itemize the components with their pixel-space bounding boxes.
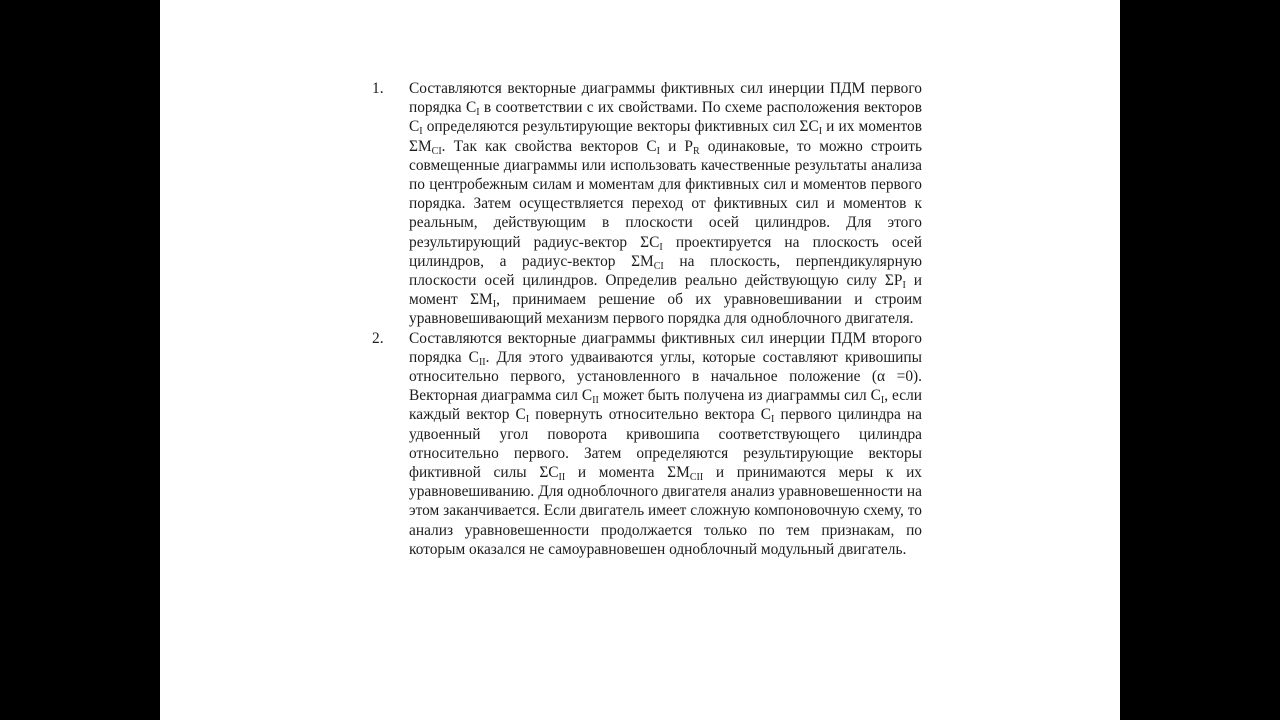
list-number: 2. [372, 329, 384, 347]
paragraph-text: Составляются векторные диаграммы фиктивных сил инерции ПДМ первого порядка $С_I$ в соответствии с их свойствами. По схеме расположения векторов $С_I$ определяются результирующие векторы фиктивных сил $\Sigma С_I$ и их моментов $\Sigma М_{CI}$. Так как свойства векторов $С_I$ и $Р_R$ одинаковые, то можно строить совмещенные диаграммы или использовать качественные результаты анализа по центробежным силам и моментам для фиктивных сил и моментов первого порядка. Затем осуществляется переход от фиктивных сил и моментов к реальным, действующим в плоскости осей цилиндров. Для этого результирующий радиус-вектор $\Sigma С_I$ проектируется на плоскость осей цилиндров, а радиус-вектор $\Sigma М_{CI}$ на плоскость, перпендикулярную плоскости осей цилиндров. Определив реально действующую силу $\Sigma Р_I$ и момент $\Sigma М_I$, принимаем решение об их уравновешивании и строим уравновешивающий механизм первого порядка для одноблочного двигателя. [409, 80, 923, 328]
list-number: 1. [372, 80, 384, 97]
list-item [372, 329, 922, 559]
list-item [372, 79, 922, 329]
paragraph-text: Составляются векторные диаграммы фиктивных сил инерции ПДМ второго порядка $С_{II}$. Для этого удваиваются углы, которые составляют кривошипы относительно первого, установленного в начальное положение (α =0). Векторная диаграмма сил $С_{II}$ может быть получена из диаграммы сил $С_I$, если каждый вектор $С_I$ повернуть относительно вектора $С_I$ первого цилиндра на удвоенный угол поворота кривошипа соответствующего цилиндра относительно первого. Затем определяются результирующие векторы фиктивной силы $\Sigma С_{II}$ и момента $\Sigma М_{CII}$ и принимаются меры к их уравновешиванию. Для одноблочного двигателя анализ уравновешенности на этом заканчивается. Если двигатель имеет сложную компоновочную схему, то анализ уравновешенности продолжается только по тем признакам, по которым оказался не самоуравновешен одноблочный модульный двигатель. [409, 329, 922, 558]
numbered-list [372, 79, 922, 559]
document-page [160, 0, 1120, 720]
